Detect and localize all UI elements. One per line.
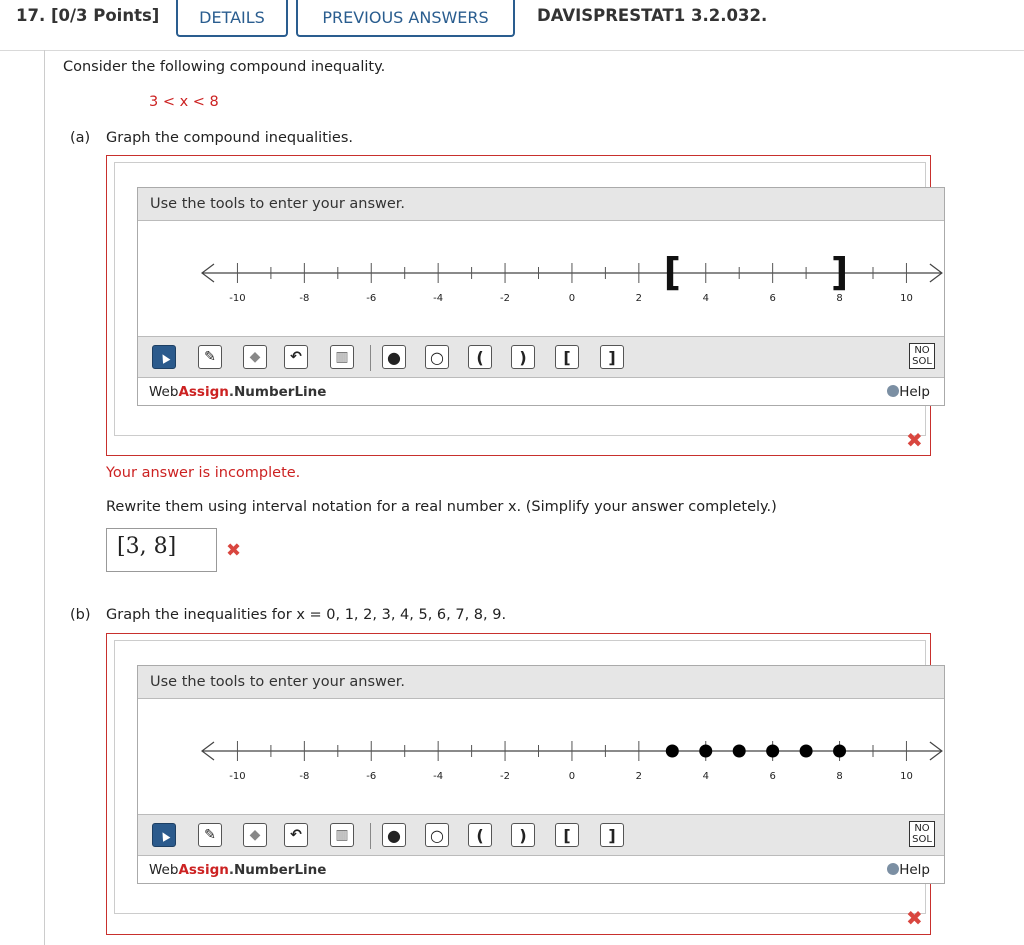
eraser-icon: ◆ (249, 827, 261, 843)
trash-tool-button[interactable] (330, 345, 354, 369)
pencil-tool-button[interactable] (198, 823, 222, 847)
brand-product: NumberLine (234, 862, 327, 878)
pointer-icon: ▲ (157, 349, 171, 365)
tick-label: -10 (229, 293, 246, 304)
closed-point (800, 745, 813, 758)
toolbar-b (138, 814, 944, 856)
brand-web: Web (149, 384, 179, 400)
open-right-paren-icon: ) (519, 825, 527, 845)
widget-title: Use the tools to enter your answer. (138, 666, 944, 699)
left-bracket: [ (663, 250, 681, 294)
number-line-b[interactable] (138, 699, 944, 799)
tick-label: -4 (433, 771, 444, 782)
tick-label: -8 (299, 771, 310, 782)
pointer-icon: ▲ (157, 827, 171, 843)
tick-label: 10 (900, 293, 913, 304)
open-left-paren-tool-button[interactable] (468, 823, 492, 847)
tick-label: -4 (433, 293, 444, 304)
previous-answers-tab[interactable]: PREVIOUS ANSWERS (296, 0, 515, 37)
help-label: Help (899, 862, 930, 878)
brand-assign: Assign (178, 384, 229, 400)
brand-assign: Assign (178, 862, 229, 878)
incorrect-icon: ✖ (906, 906, 923, 930)
part-a-numberline-widget (137, 187, 945, 406)
question-title (16, 6, 159, 25)
help-icon (887, 385, 899, 397)
closed-left-bracket-icon: [ (563, 825, 571, 845)
webassign-brand (149, 862, 326, 878)
closed-left-bracket-icon: [ (563, 347, 571, 367)
closed-point-tool-button[interactable] (382, 823, 406, 847)
tick-label: 2 (635, 771, 643, 782)
no-solution-button[interactable] (909, 821, 935, 847)
question-id: DAVISPRESTAT1 3.2.032. (537, 6, 768, 25)
tick-label: -8 (299, 293, 310, 304)
trash-icon: ▥ (335, 827, 349, 843)
closed-point (699, 745, 712, 758)
tick-label: 10 (900, 771, 913, 782)
tick-label: 4 (702, 771, 709, 782)
closed-right-bracket-icon: ] (608, 347, 616, 367)
prompt-intro: Consider the following compound inequality. (63, 59, 386, 75)
prompt-inequality: 3 < x < 8 (149, 94, 219, 110)
eraser-tool-button[interactable] (243, 345, 267, 369)
widget-footer-b (138, 856, 944, 884)
toolbar-separator (370, 823, 371, 849)
pointer-tool-button[interactable] (152, 823, 176, 847)
help-label: Help (899, 384, 930, 400)
pencil-tool-button[interactable] (198, 345, 222, 369)
closed-point (833, 745, 846, 758)
feedback-incomplete: Your answer is incomplete. (106, 465, 301, 481)
tick-label: -6 (366, 771, 377, 782)
closed-left-bracket-tool-button[interactable] (555, 823, 579, 847)
widget-footer-a (138, 378, 944, 406)
trash-tool-button[interactable] (330, 823, 354, 847)
part-a-instruction: Graph the compound inequalities. (106, 130, 354, 146)
closed-point (733, 745, 746, 758)
part-b-numberline-widget (137, 665, 945, 884)
no-sol-line1: NO (914, 823, 930, 834)
open-point-icon: ○ (430, 347, 444, 367)
tick-label: -6 (366, 293, 377, 304)
tick-label: 6 (769, 293, 776, 304)
closed-left-bracket-tool-button[interactable] (555, 345, 579, 369)
no-sol-line2: SOL (912, 834, 932, 845)
eraser-icon: ◆ (249, 349, 261, 365)
widget-title: Use the tools to enter your answer. (138, 188, 944, 221)
closed-right-bracket-tool-button[interactable] (600, 823, 624, 847)
part-a-label: (a) (70, 130, 91, 146)
tick-label: -10 (229, 771, 246, 782)
tick-label: 4 (702, 293, 709, 304)
right-bracket: ] (830, 250, 849, 294)
brand-sep: . (228, 384, 234, 400)
toolbar-a (138, 336, 944, 378)
closed-right-bracket-tool-button[interactable] (600, 345, 624, 369)
undo-tool-button[interactable] (284, 823, 308, 847)
webassign-brand (149, 384, 326, 400)
question-header (0, 0, 1024, 51)
pencil-icon: ✎ (204, 827, 216, 843)
tick-label: -2 (500, 771, 511, 782)
tick-label: 0 (568, 293, 576, 304)
open-point-tool-button[interactable] (425, 823, 449, 847)
incorrect-icon: ✖ (906, 428, 923, 452)
tick-label: 0 (568, 771, 576, 782)
tick-label: 8 (836, 293, 843, 304)
undo-icon: ↶ (290, 349, 302, 365)
pencil-icon: ✎ (204, 349, 216, 365)
open-left-paren-tool-button[interactable] (468, 345, 492, 369)
help-link[interactable] (887, 384, 930, 400)
closed-right-bracket-icon: ] (608, 825, 616, 845)
part-b-label: (b) (70, 607, 91, 623)
brand-web: Web (149, 862, 179, 878)
open-right-paren-icon: ) (519, 347, 527, 367)
closed-point-icon: ● (387, 825, 401, 845)
tick-label: -2 (500, 293, 511, 304)
pointer-tool-button[interactable] (152, 345, 176, 369)
incorrect-icon: ✖ (226, 540, 242, 561)
question-points: [0/3 Points] (50, 6, 160, 25)
interval-answer-input[interactable]: [3, 8] (106, 528, 217, 572)
number-line-a[interactable] (138, 221, 944, 321)
tick-label: 8 (836, 771, 843, 782)
rewrite-instruction: Rewrite them using interval notation for a real number x. (Simplify your answer completely.) (106, 499, 777, 515)
help-icon (887, 863, 899, 875)
closed-point (666, 745, 679, 758)
open-right-paren-tool-button[interactable] (511, 345, 535, 369)
open-point-icon: ○ (430, 825, 444, 845)
closed-point-tool-button[interactable] (382, 345, 406, 369)
tick-label: 2 (635, 293, 643, 304)
closed-point-icon: ● (387, 347, 401, 367)
no-solution-button[interactable] (909, 343, 935, 369)
undo-tool-button[interactable] (284, 345, 308, 369)
brand-product: NumberLine (234, 384, 327, 400)
eraser-tool-button[interactable] (243, 823, 267, 847)
closed-point (766, 745, 779, 758)
trash-icon: ▥ (335, 349, 349, 365)
open-point-tool-button[interactable] (425, 345, 449, 369)
open-left-paren-icon: ( (476, 347, 484, 367)
help-link[interactable] (887, 862, 930, 878)
open-right-paren-tool-button[interactable] (511, 823, 535, 847)
part-b-instruction: Graph the inequalities for x = 0, 1, 2, 3, 4, 5, 6, 7, 8, 9. (106, 607, 507, 623)
brand-sep: . (228, 862, 234, 878)
tick-label: 6 (769, 771, 776, 782)
no-sol-line2: SOL (912, 356, 932, 367)
open-left-paren-icon: ( (476, 825, 484, 845)
details-tab[interactable]: DETAILS (176, 0, 288, 37)
left-margin-rule (44, 50, 45, 945)
question-number: 17. (16, 6, 46, 25)
no-sol-line1: NO (914, 345, 930, 356)
undo-icon: ↶ (290, 827, 302, 843)
toolbar-separator (370, 345, 371, 371)
